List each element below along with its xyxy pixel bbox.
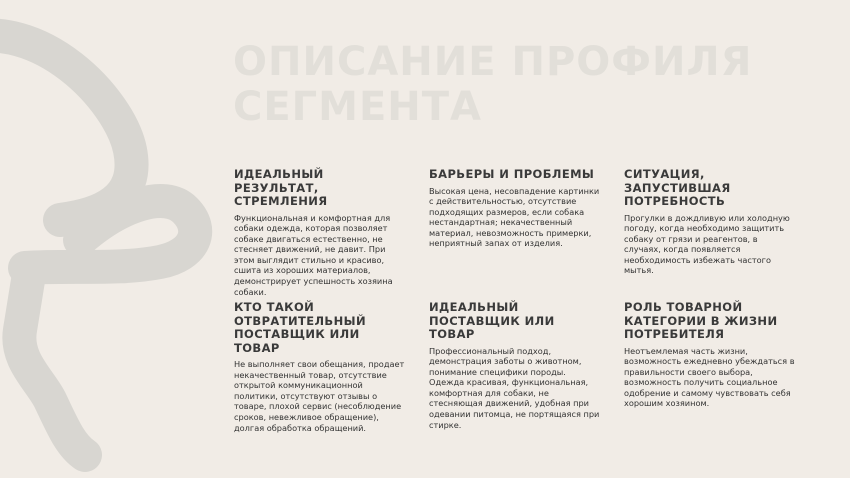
card-trigger-situation bbox=[624, 168, 796, 276]
card-barriers bbox=[429, 168, 601, 249]
card-body: Не выполняет свои обещания, продает некачественный товар, отсутствие открытой коммуникационной политики, отсутствуют отзывы о товаре, плохой сервис (несоблюдение сроков, невежливое обращение), долгая обработка обращений. bbox=[234, 359, 405, 433]
card-bad-supplier bbox=[234, 301, 406, 433]
card-ideal-supplier bbox=[429, 301, 601, 430]
card-heading bbox=[624, 168, 796, 209]
card-heading bbox=[429, 168, 601, 182]
card-heading-line: КАТЕГОРИИ В ЖИЗНИ bbox=[624, 313, 778, 328]
card-heading-line: СИТУАЦИЯ, ЗАПУСТИВШАЯ bbox=[624, 167, 731, 195]
card-heading-line: ИДЕАЛЬНЫЙ bbox=[429, 300, 519, 314]
card-heading-line: РОЛЬ ТОВАРНОЙ bbox=[624, 300, 743, 314]
card-heading-line: ИДЕАЛЬНЫЙ РЕЗУЛЬТАТ, bbox=[234, 167, 324, 195]
page-title bbox=[233, 40, 752, 130]
card-heading-line: ОТВРАТИТЕЛЬНЫЙ bbox=[234, 313, 366, 328]
card-body: Профессиональный подход, демонстрация заботы о животном, понимание специфики породы. Одежда красивая, функциональная, комфортная для собаки, не стесняющая движений, удобная при одевании питомца, не портящаяся при стирке. bbox=[429, 345, 600, 430]
card-category-role bbox=[624, 301, 796, 409]
card-body: Высокая цена, несовпадение картинки с действительностью, отсутствие подходящих размеров, если собака нестандартная; некачественный материал, невозможность примерки, неприятный запах от изделия. bbox=[429, 185, 600, 249]
card-heading-line: ПОТРЕБНОСТЬ bbox=[624, 194, 726, 208]
card-body: Функциональная и комфортная для собаки одежда, которая позволяет собаке двигаться естественно, не стесняет движений, не давит. При этом выглядит стильно и красиво, сшита из хороших материалов, демонстрирует успешность хозяина собаки. bbox=[234, 212, 393, 297]
card-heading-line: СТРЕМЛЕНИЯ bbox=[234, 194, 328, 208]
card-heading bbox=[624, 301, 796, 342]
card-body: Неотъемлемая часть жизни, возможность ежедневно убеждаться в правильности своего выбора, возможность получить социальное одобрение и самому чувствовать себя хорошим хозяином. bbox=[624, 345, 795, 409]
card-heading-line: ПОСТАВЩИК ИЛИ ТОВАР bbox=[429, 313, 555, 341]
page-title-line-2: СЕГМЕНТА bbox=[233, 84, 483, 130]
card-heading-line: БАРЬЕРЫ И ПРОБЛЕМЫ bbox=[429, 167, 595, 181]
card-ideal-result bbox=[234, 168, 406, 297]
page-title-line-1: ОПИСАНИЕ ПРОФИЛЯ bbox=[233, 39, 753, 85]
card-heading bbox=[234, 168, 406, 209]
card-heading-line: ПОТРЕБИТЕЛЯ bbox=[624, 327, 725, 341]
card-body: Прогулки в дождливую или холодную погоду, когда необходимо защитить собаку от грязи и реагентов, в случаях, когда появляется необходимость избежать частого мытья. bbox=[624, 212, 790, 276]
card-heading bbox=[234, 301, 406, 355]
card-heading-line: ПОСТАВЩИК ИЛИ ТОВАР bbox=[234, 327, 360, 355]
card-heading-line: КТО ТАКОЙ bbox=[234, 300, 315, 314]
card-heading bbox=[429, 301, 601, 342]
